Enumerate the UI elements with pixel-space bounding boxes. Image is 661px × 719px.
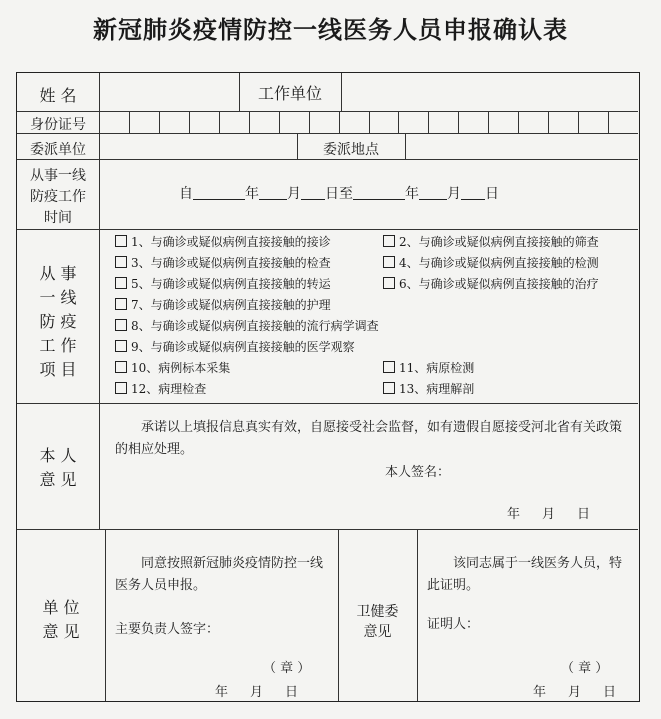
id-digit-divider [608, 111, 609, 133]
item-checkbox[interactable]: 6、与确诊或疑似病例直接接触的治疗 [383, 275, 599, 292]
start-year-blank[interactable] [193, 184, 245, 200]
time-year-unit: 年 [245, 186, 259, 202]
row-divider [17, 111, 638, 112]
time-year-unit: 年 [405, 186, 419, 202]
unit-signature-label: 主要负责人签字： [115, 622, 220, 637]
id-digit-divider [369, 111, 370, 133]
item-checkbox[interactable]: 4、与确诊或疑似病例直接接触的检测 [383, 254, 599, 271]
dispatch-unit-label: 委派单位 [30, 142, 86, 158]
item-checkbox[interactable]: 9、与确诊或疑似病例直接接触的医学观察 [115, 338, 355, 355]
row-divider [17, 159, 638, 160]
item-checkbox[interactable]: 2、与确诊或疑似病例直接接触的筛查 [383, 233, 599, 250]
time-label-line: 时间 [44, 210, 72, 226]
checkbox-square[interactable] [115, 298, 127, 310]
id-digit-divider [578, 111, 579, 133]
cell-divider [405, 133, 406, 159]
form-title: 新冠肺炎疫情防控一线医务人员申报确认表 [93, 15, 568, 44]
item-checkbox[interactable]: 7、与确诊或疑似病例直接接触的护理 [115, 296, 331, 313]
unit-opinion-label-line: 单 位 [42, 598, 80, 617]
health-seal: （ 章 ） [561, 661, 609, 676]
item-checkbox[interactable]: 8、与确诊或疑似病例直接接触的流行病学调查 [115, 317, 379, 334]
time-day-unit: 日 [485, 186, 499, 202]
item-checkbox[interactable]: 11、病原检测 [383, 359, 474, 376]
end-day-blank[interactable] [461, 184, 485, 200]
end-month-blank[interactable] [419, 184, 447, 200]
self-commitment-text: 承诺以上填报信息真实有效，自愿接受社会监督，如有遗假自愿接受河北省有关政策的相应处理。 [115, 420, 623, 457]
item-checkbox[interactable]: 13、病理解剖 [383, 380, 474, 397]
checkbox-square[interactable] [115, 319, 127, 331]
items-label-line: 防 疫 [39, 312, 77, 331]
items-label-line: 从 事 [39, 264, 77, 283]
time-day-to: 日至 [325, 186, 353, 202]
checkbox-square[interactable] [383, 361, 395, 373]
checkbox-square[interactable] [383, 277, 395, 289]
items-label-line: 工 作 [39, 336, 77, 355]
unit-opinion-label-line: 意 见 [42, 622, 80, 641]
time-month-unit: 月 [447, 186, 461, 202]
self-signature-label: 本人签名： [385, 465, 451, 480]
health-commission-label-line: 意见 [363, 624, 392, 640]
checkbox-square[interactable] [115, 340, 127, 352]
work-unit-label: 工作单位 [257, 84, 322, 103]
self-date: 年 月 日 [507, 507, 591, 522]
time-from: 自 [179, 186, 193, 202]
checkbox-square[interactable] [115, 235, 127, 247]
health-commission-label-line: 卫健委 [356, 604, 399, 620]
item-checkbox[interactable]: 1、与确诊或疑似病例直接接触的接诊 [115, 233, 331, 250]
time-month-unit: 月 [287, 186, 301, 202]
label-column-divider [105, 529, 106, 701]
id-digit-divider [129, 111, 130, 133]
self-opinion-label-line: 本 人 [39, 446, 77, 465]
unit-statement-text: 同意按照新冠肺炎疫情防控一线医务人员申报。 [115, 556, 324, 593]
health-statement-text: 该同志属于一线医务人员，特此证明。 [427, 556, 623, 593]
self-opinion-label-line: 意 见 [39, 470, 77, 489]
id-digit-divider [159, 111, 160, 133]
label-column-divider [99, 73, 100, 529]
id-digit-divider [458, 111, 459, 133]
id-digit-divider [309, 111, 310, 133]
cell-divider [417, 529, 418, 701]
checkbox-square[interactable] [115, 382, 127, 394]
time-label-line: 防疫工作 [30, 189, 86, 205]
checkbox-square[interactable] [115, 361, 127, 373]
name-label: 姓 名 [39, 86, 77, 105]
row-divider [17, 229, 638, 230]
id-digit-divider [249, 111, 250, 133]
unit-seal: （ 章 ） [263, 661, 311, 676]
id-digit-divider [518, 111, 519, 133]
start-month-blank[interactable] [259, 184, 287, 200]
item-checkbox[interactable]: 5、与确诊或疑似病例直接接触的转运 [115, 275, 331, 292]
item-checkbox[interactable]: 3、与确诊或疑似病例直接接触的检查 [115, 254, 331, 271]
id-digit-divider [189, 111, 190, 133]
end-year-blank[interactable] [353, 184, 405, 200]
id-digit-divider [339, 111, 340, 133]
row-divider [17, 529, 638, 530]
checkbox-square[interactable] [115, 256, 127, 268]
item-checkbox[interactable]: 10、病例标本采集 [115, 359, 230, 376]
id-digit-divider [488, 111, 489, 133]
checkbox-square[interactable] [383, 256, 395, 268]
time-label-line: 从事一线 [30, 168, 86, 184]
dispatch-location-label: 委派地点 [323, 142, 379, 158]
checkbox-square[interactable] [115, 277, 127, 289]
id-digit-divider [279, 111, 280, 133]
health-signature-label: 证明人： [427, 617, 480, 632]
id-number-label: 身份证号 [30, 117, 86, 133]
start-day-blank[interactable] [301, 184, 325, 200]
items-label-line: 一 线 [39, 288, 77, 307]
id-digit-divider [428, 111, 429, 133]
item-checkbox[interactable]: 12、病理检查 [115, 380, 206, 397]
row-divider [17, 133, 638, 134]
id-digit-divider [219, 111, 220, 133]
health-date: 年 月 日 [533, 685, 617, 700]
checkbox-square[interactable] [383, 382, 395, 394]
id-digit-divider [548, 111, 549, 133]
checkbox-square[interactable] [383, 235, 395, 247]
cell-divider [341, 73, 342, 111]
row-divider [17, 403, 638, 404]
id-digit-divider [398, 111, 399, 133]
unit-date: 年 月 日 [215, 685, 299, 700]
time-range [179, 183, 499, 203]
declaration-form [16, 72, 640, 702]
items-label-line: 项 目 [39, 360, 77, 379]
